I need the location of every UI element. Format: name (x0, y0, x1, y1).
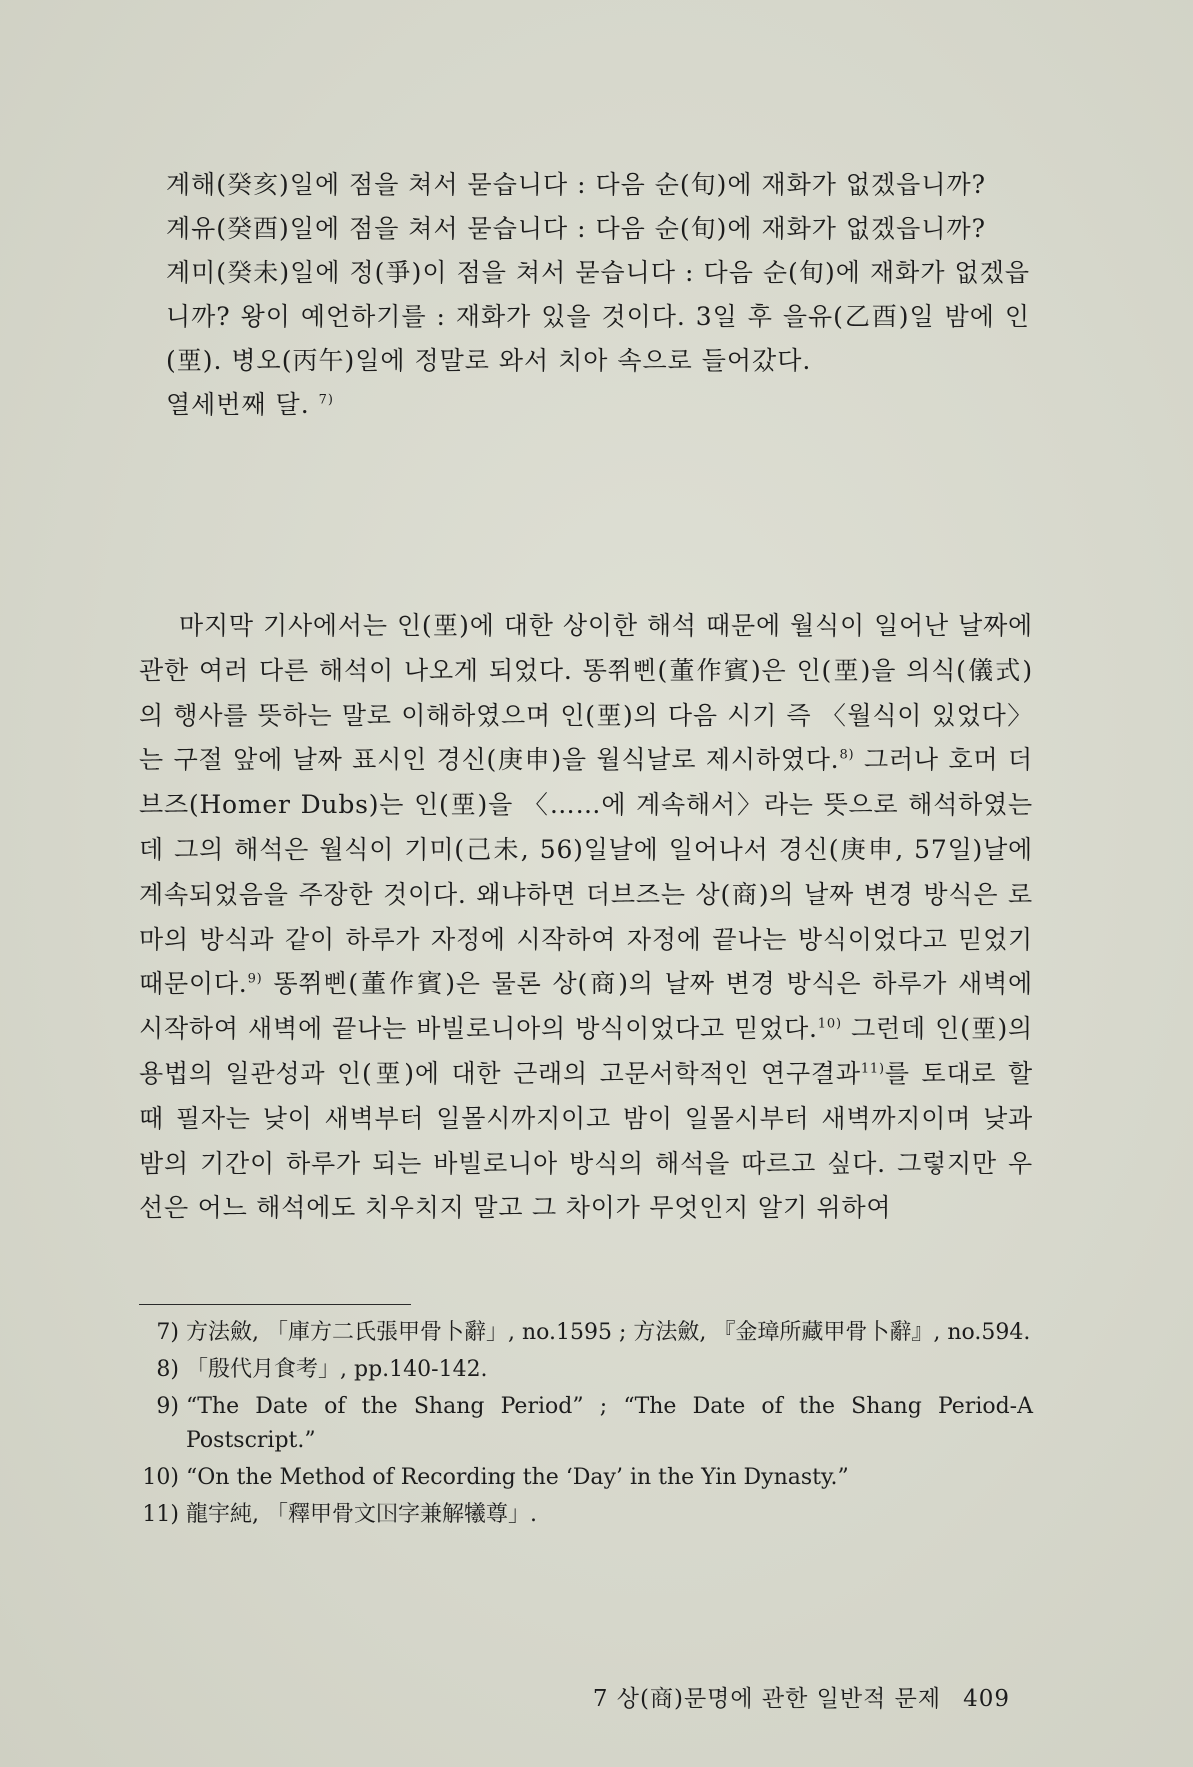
running-footer (560, 1680, 1010, 1713)
body-sentence-4: 그런데 인(垔)의 용법의 일관성과 인(垔)에 대한 근래의 고문서학적인 연구결과 (139, 1014, 1034, 1088)
footnote-number: 11) (142, 1502, 179, 1527)
footnote-list (139, 1316, 1033, 1535)
footnote-number: 10) (142, 1465, 179, 1490)
footnote-text: “The Date of the Shang Period” ; “The Date of the Shang Period-A Postscript.” (186, 1394, 1033, 1453)
footnote-text: 龍宇純, 「釋甲骨文𡆥字兼解犧尊」. (186, 1502, 537, 1527)
footnote-text: 「殷代月食考」, pp.140-142. (186, 1357, 488, 1382)
quote-line-month (166, 383, 1030, 427)
body-sentence-2: 그러나 호머 더브즈(Homer Dubs)는 인(垔)을 〈……에 계속해서〉라는 뜻으로 해석하였는데 그의 해석은 월식이 기미(己未, 56)일날에 일어나서 경신(庚申, 57일)날에 계속되었음을 주장한 것이다. 왜냐하면 더브즈는 상(商)의 날짜 변경 방식은 로마의 방식과 같이 하루가 자정에 시작하여 자정에 끝나는 방식이었다고 믿었기 때문이다. (139, 745, 1033, 999)
footnote-ref-10: 10) (817, 1016, 842, 1032)
footnote-item (139, 1390, 1033, 1458)
oracle-inscription-quote (166, 163, 1030, 427)
quote-line-guiyou: 계유(癸酉)일에 점을 쳐서 묻습니다 : 다음 순(旬)에 재화가 없겠읍니까? (166, 214, 987, 243)
footnote-divider (139, 1304, 411, 1305)
footnote-item (139, 1461, 1033, 1495)
footnote-ref-9: 9) (247, 972, 263, 988)
quote-month-text: 열세번째 달. (166, 390, 310, 419)
footnote-number: 7) (156, 1320, 179, 1345)
quote-line-guihai: 계해(癸亥)일에 점을 쳐서 묻습니다 : 다음 순(旬)에 재화가 없겠읍니까? (166, 170, 987, 199)
quote-line-guiwei: 계미(癸未)일에 정(爭)이 점을 쳐서 묻습니다 : 다음 순(旬)에 재화가 없겠읍니까? 왕이 예언하기를 : 재화가 있을 것이다. 3일 후 을유(乙酉)일 밤에 인(垔). 병오(丙午)일에 정말로 와서 치아 속으로 들어갔다. (166, 258, 1030, 375)
chapter-title: 7 상(商)문명에 관한 일반적 문제 (592, 1686, 942, 1712)
footnote-ref-7: 7) (318, 392, 334, 408)
footnote-text: “On the Method of Recording the ‘Day’ in the Yin Dynasty.” (186, 1465, 849, 1490)
footnote-number: 9) (156, 1394, 179, 1419)
body-sentence-3: 똥쮜삔(董作賓)은 물론 상(商)의 날짜 변경 방식은 하루가 새벽에 시작하여 새벽에 끝나는 바빌로니아의 방식이었다고 믿었다. (139, 969, 1033, 1044)
footnote-item (139, 1353, 1033, 1387)
body-paragraph-block (139, 604, 1033, 1231)
footnote-ref-8: 8) (839, 748, 855, 764)
body-paragraph (139, 604, 1033, 1231)
body-sentence-5: 를 토대로 할 때 필자는 낮이 새벽부터 일몰시까지이고 밤이 일몰시부터 새벽까지이며 낮과 밤의 기간이 하루가 되는 바빌로니아 방식의 해석을 따르고 싶다. 그렇지만 우선은 어느 해석에도 치우치지 말고 그 차이가 무엇인지 알기 위하여 (139, 1058, 1033, 1223)
footnote-ref-11: 11) (860, 1061, 885, 1077)
body-sentence-1: 마지막 기사에서는 인(垔)에 대한 상이한 해석 때문에 월식이 일어난 날짜에 관한 여러 다른 해석이 나오게 되었다. 똥쮜삔(董作賓)은 인(垔)을 의식(儀式)의 행사를 뜻하는 말로 이해하였으며 인(垔)의 다음 시기 즉 〈월식이 있었다〉는 구절 앞에 날짜 표시인 경신(庚申)을 월식날로 제시하였다. (139, 611, 1033, 775)
footnote-number: 8) (156, 1357, 179, 1382)
footnote-item (139, 1498, 1033, 1532)
footnote-text: 方法斂, 「庫方二氏張甲骨卜辭」, no.1595 ; 方法斂, 『金璋所藏甲骨卜辭』, no.594. (186, 1320, 1031, 1345)
page-number: 409 (963, 1686, 1010, 1712)
footnote-item (139, 1316, 1033, 1350)
